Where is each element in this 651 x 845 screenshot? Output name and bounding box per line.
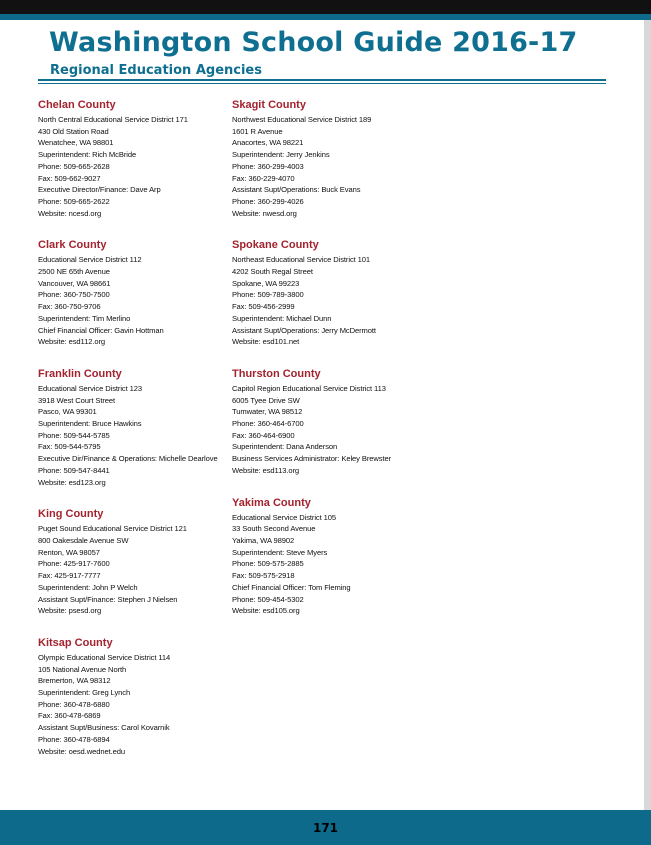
county-detail-line: Anacortes, WA 98221: [232, 138, 304, 148]
county-heading: King County: [38, 508, 104, 521]
county-detail-line: Fax: 425-917-7777: [38, 571, 101, 581]
county-detail-line: Website: esd101.net: [232, 337, 300, 347]
county-detail-line: Phone: 425-917-7600: [38, 559, 110, 569]
county-detail-line: Website: ncesd.org: [38, 208, 102, 218]
county-detail-line: Pasco, WA 99301: [38, 407, 97, 417]
county-detail-line: Fax: 360-229-4070: [232, 173, 295, 183]
county-detail-line: Phone: 509-665-2622: [38, 196, 110, 206]
county-detail-line: Website: esd123.org: [38, 477, 106, 487]
county-detail-line: 430 Old Station Road: [38, 126, 109, 136]
county-listing: [38, 238, 228, 348]
top-teal-stripe: [0, 14, 651, 20]
county-detail-line: Assistant Supt/Business: Carol Kovarnik: [38, 723, 170, 733]
county-listing: [38, 98, 228, 219]
county-detail-line: Phone: 360-299-4003: [232, 161, 304, 171]
county-listing: [38, 507, 228, 617]
county-detail-line: Capitol Region Educational Service District 113: [232, 383, 386, 393]
county-detail-line: Website: esd113.org: [232, 465, 300, 475]
county-detail-line: Phone: 509-454-5302: [232, 594, 304, 604]
county-detail-line: Superintendent: Michael Dunn: [232, 313, 332, 323]
county-detail-line: Phone: 360-478-6880: [38, 699, 110, 709]
county-detail-line: Fax: 509-456-2999: [232, 302, 295, 312]
county-detail-line: Olympic Educational Service District 114: [38, 652, 171, 662]
county-detail-line: Superintendent: Greg Lynch: [38, 688, 131, 698]
county-detail-line: Fax: 360-750-9706: [38, 302, 101, 312]
county-detail-line: Phone: 509-547-8441: [38, 465, 110, 475]
county-detail-line: Superintendent: John P Welch: [38, 582, 138, 592]
county-detail-line: 33 South Second Avenue: [232, 524, 316, 534]
county-detail-line: Superintendent: Dana Anderson: [232, 442, 338, 452]
header-rule-thick: [38, 79, 606, 81]
header-rule-thin: [38, 83, 606, 84]
county-detail-line: Superintendent: Rich McBride: [38, 150, 137, 160]
county-detail-line: 4202 South Regal Street: [232, 267, 313, 277]
county-detail-line: 1601 R Avenue: [232, 126, 283, 136]
county-detail-line: Fax: 360-464-6900: [232, 430, 295, 440]
county-detail-line: Business Services Administrator: Keley Brewster: [232, 454, 392, 464]
right-column: [232, 98, 422, 636]
county-detail-line: Fax: 509-662-9027: [38, 173, 101, 183]
county-detail-line: Website: psesd.org: [38, 606, 102, 616]
county-detail-line: Phone: 509-789-3800: [232, 290, 304, 300]
county-detail-line: Fax: 509-575-2918: [232, 571, 295, 581]
county-listing: [232, 238, 422, 348]
county-detail-line: Superintendent: Jerry Jenkins: [232, 150, 330, 160]
county-detail-line: Phone: 360-299-4026: [232, 196, 304, 206]
county-detail-line: Tumwater, WA 98512: [232, 407, 303, 417]
page-subtitle: Regional Education Agencies: [50, 63, 262, 78]
county-detail-line: Chief Financial Officer: Gavin Hottman: [38, 325, 164, 335]
county-detail-line: Website: esd112.org: [38, 337, 106, 347]
county-detail-line: Phone: 360-464-6700: [232, 419, 304, 429]
county-detail-line: Phone: 509-575-2885: [232, 559, 304, 569]
county-detail-line: Wenatchee, WA 98801: [38, 138, 114, 148]
left-column: [38, 98, 228, 776]
county-detail-line: Chief Financial Officer: Tom Fleming: [232, 582, 351, 592]
county-detail-line: Northeast Educational Service District 101: [232, 255, 371, 265]
county-detail-line: Website: oesd.wednet.edu: [38, 746, 125, 756]
county-detail-line: 6005 Tyee Drive SW: [232, 395, 300, 405]
county-listing: [232, 98, 422, 219]
county-detail-line: Renton, WA 98057: [38, 547, 100, 557]
county-detail-line: Fax: 360-478-6869: [38, 711, 101, 721]
top-black-bar: [0, 0, 651, 14]
county-detail-line: Bremerton, WA 98312: [38, 676, 111, 686]
county-heading: Skagit County: [232, 99, 306, 111]
county-listing: [232, 496, 422, 617]
right-page-edge: [644, 20, 651, 810]
county-detail-line: Executive Dir/Finance & Operations: Michelle Dearlove: [38, 454, 218, 464]
county-listing: [38, 367, 228, 488]
county-detail-line: Superintendent: Steve Myers: [232, 547, 328, 557]
county-detail-line: North Central Educational Service District 171: [38, 115, 188, 124]
county-detail-line: Vancouver, WA 98661: [38, 278, 111, 288]
county-detail-line: Superintendent: Tim Merlino: [38, 313, 131, 323]
county-detail-line: Assistant Supt/Operations: Jerry McDermott: [232, 325, 376, 335]
county-detail-line: Website: nwesd.org: [232, 208, 297, 218]
county-listing: [232, 367, 422, 477]
county-detail-line: 3918 West Court Street: [38, 395, 116, 405]
county-listing: [38, 636, 228, 757]
county-detail-line: Phone: 509-544-5785: [38, 430, 110, 440]
county-heading: Chelan County: [38, 99, 116, 111]
county-heading: Franklin County: [38, 367, 122, 380]
county-detail-line: Phone: 360-478-6894: [38, 734, 110, 744]
county-detail-line: 2500 NE 65th Avenue: [38, 267, 110, 277]
county-detail-line: Executive Director/Finance: Dave Arp: [38, 185, 161, 195]
county-heading: Thurston County: [232, 367, 321, 380]
county-detail-line: Educational Service District 105: [232, 512, 337, 522]
county-heading: Spokane County: [232, 239, 319, 252]
county-detail-line: Puget Sound Educational Service District 121: [38, 524, 187, 534]
county-heading: Yakima County: [232, 496, 311, 509]
county-detail-line: Fax: 509-544-5795: [38, 442, 101, 452]
county-detail-line: Spokane, WA 99223: [232, 278, 300, 288]
county-detail-line: 800 Oakesdale Avenue SW: [38, 535, 129, 545]
county-detail-line: Website: esd105.org: [232, 606, 300, 616]
county-detail-line: Superintendent: Bruce Hawkins: [38, 419, 142, 429]
page-number: 171: [312, 821, 339, 835]
county-detail-line: Northwest Educational Service District 189: [232, 115, 372, 124]
county-heading: Kitsap County: [38, 636, 113, 649]
county-detail-line: Yakima, WA 98902: [232, 535, 295, 545]
county-detail-line: Phone: 509-665-2628: [38, 161, 110, 171]
county-detail-line: Assistant Supt/Finance: Stephen J Nielsen: [38, 594, 178, 604]
county-detail-line: Phone: 360-750-7500: [38, 290, 110, 300]
page-title: Washington School Guide 2016-17: [49, 27, 578, 58]
county-detail-line: 105 National Avenue North: [38, 664, 127, 674]
county-detail-line: Assistant Supt/Operations: Buck Evans: [232, 185, 361, 195]
county-detail-line: Educational Service District 123: [38, 383, 143, 393]
county-detail-line: Educational Service District 112: [38, 255, 142, 265]
county-heading: Clark County: [38, 239, 107, 252]
